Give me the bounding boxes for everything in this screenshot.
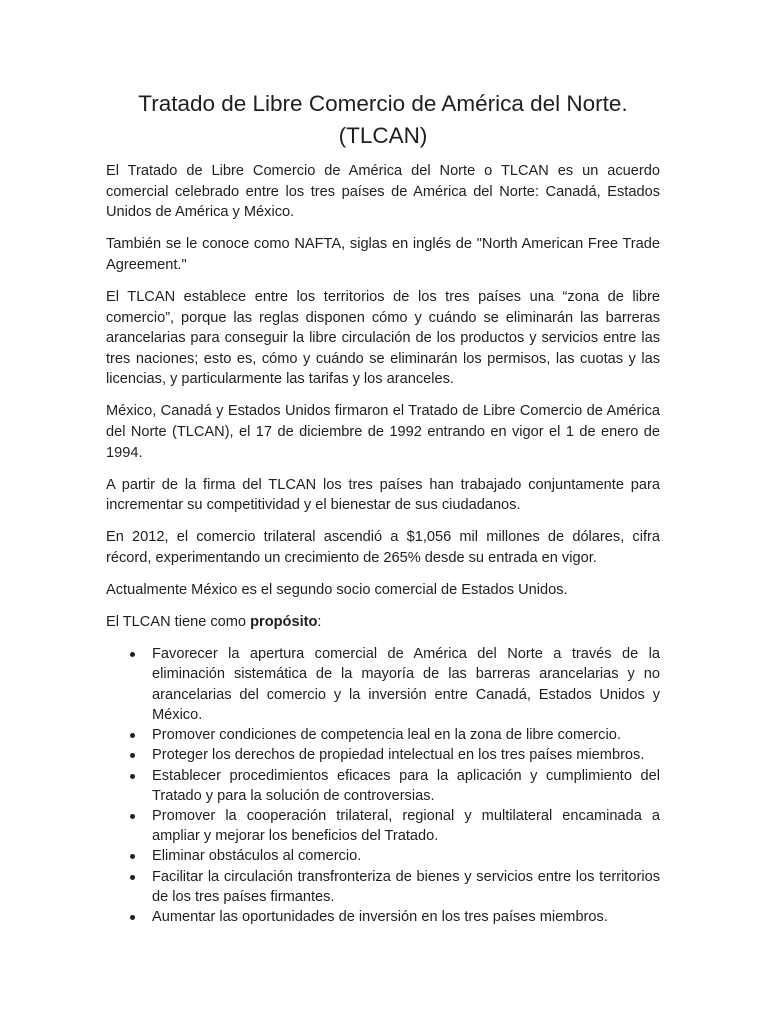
list-item-text: Proteger los derechos de propiedad intelectual en los tres países miembros.	[152, 747, 645, 764]
list-item	[106, 867, 660, 907]
list-item-text: Aumentar las oportunidades de inversión en los tres países miembros.	[152, 908, 608, 925]
bullet-dot-icon	[130, 814, 135, 819]
paragraph-free-trade-zone: El TLCAN establece entre los territorios de los tres países una “zona de libre comercio”, porque las reglas disponen cómo y cuándo se eliminarán las barreras arancelarias para conseguir la libre circulación de los productos y servicios entre las tres naciones; esto es, cómo y cuándo se eliminarán los permisos, las cuotas y las licencias, y particularmente las tarifas y los aranceles.	[106, 288, 660, 388]
list-item	[106, 644, 660, 725]
paragraph-intro: El Tratado de Libre Comercio de América del Norte o TLCAN es un acuerdo comercial celebrado entre los tres países de América del Norte: Canadá, Estados Unidos de América y México.	[106, 163, 660, 221]
purpose-prefix: El TLCAN tiene como	[106, 614, 251, 631]
purpose-bold-word: propósito	[250, 614, 318, 631]
paragraph-nafta: También se le conoce como NAFTA, siglas en inglés de "North American Free Trade Agreement."	[106, 236, 660, 273]
bullet-dot-icon	[130, 875, 135, 880]
paragraph-signing-date: México, Canadá y Estados Unidos firmaron el Tratado de Libre Comercio de América del Norte (TLCAN), el 17 de diciembre de 1992 entrando en vigor el 1 de enero de 1994.	[106, 403, 660, 461]
purpose-list	[106, 644, 660, 927]
list-item-text: Favorecer la apertura comercial de América del Norte a través de la eliminación sistemática de la mayoría de las barreras arancelarias y no arancelarias del comercio y la inversión entre Canadá, Estados Unidos y México.	[152, 646, 660, 723]
document-page	[106, 88, 660, 927]
list-item-text: Facilitar la circulación transfronteriza de bienes y servicios entre los territorios de los tres países firmantes.	[152, 868, 660, 905]
paragraph-purpose-heading	[106, 612, 660, 633]
list-item	[106, 766, 660, 806]
bullet-dot-icon	[130, 753, 135, 758]
title-line-1: Tratado de Libre Comercio de América del Norte.	[138, 91, 628, 116]
bullet-dot-icon	[130, 733, 135, 738]
list-item-text: Promover condiciones de competencia leal en la zona de libre comercio.	[152, 727, 621, 744]
bullet-dot-icon	[130, 774, 135, 779]
list-item-text: Establecer procedimientos eficaces para la aplicación y cumplimiento del Tratado y para la solución de controversias.	[152, 767, 660, 804]
list-item	[106, 907, 660, 927]
bullet-dot-icon	[130, 915, 135, 920]
title-line-2: (TLCAN)	[338, 123, 428, 148]
paragraph-joint-work: A partir de la firma del TLCAN los tres países han trabajado conjuntamente para incrementar su competitividad y el bienestar de sus ciudadanos.	[106, 476, 660, 514]
bullet-dot-icon	[130, 854, 135, 859]
list-item-text: Promover la cooperación trilateral, regional y multilateral encaminada a ampliar y mejorar los beneficios del Tratado.	[152, 807, 660, 845]
purpose-suffix: :	[317, 614, 322, 631]
list-item-text: Eliminar obstáculos al comercio.	[152, 848, 362, 865]
document-title	[106, 88, 660, 152]
list-item	[106, 725, 660, 745]
list-item	[106, 745, 660, 765]
list-item	[106, 806, 660, 846]
list-item	[106, 846, 660, 866]
bullet-dot-icon	[130, 652, 135, 657]
paragraph-trade-figures: En 2012, el comercio trilateral ascendió a $1,056 mil millones de dólares, cifra récord, experimentando un crecimiento de 265% desde su entrada en vigor.	[106, 529, 660, 566]
paragraph-trade-partner: Actualmente México es el segundo socio comercial de Estados Unidos.	[106, 582, 568, 599]
